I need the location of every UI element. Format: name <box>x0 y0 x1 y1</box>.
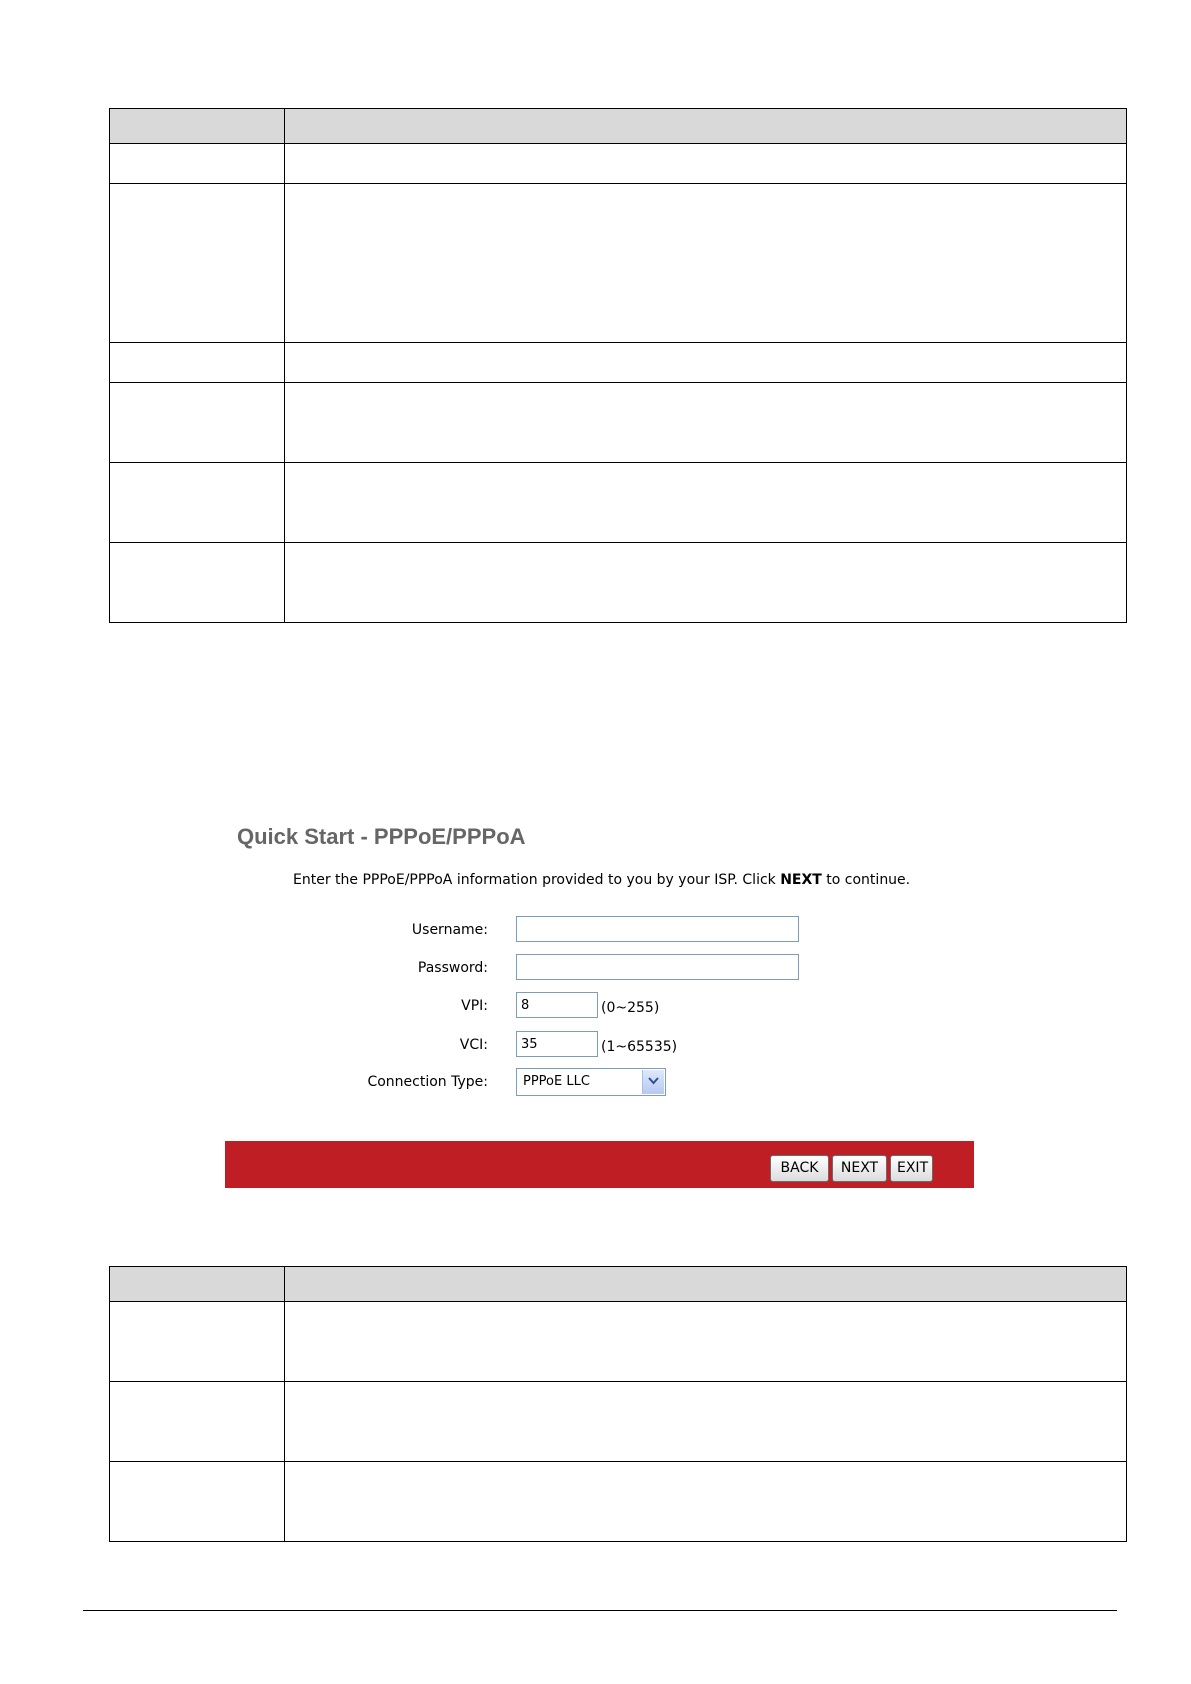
next-button[interactable]: NEXT <box>832 1155 887 1182</box>
table-cell <box>285 1302 1127 1382</box>
username-label: Username: <box>411 922 488 938</box>
table-cell <box>285 463 1127 543</box>
connection-type-value: PPPoE LLC <box>523 1074 590 1089</box>
table-row <box>110 1302 1127 1382</box>
vpi-range-hint: (0~255) <box>601 1000 660 1016</box>
vci-range-hint: (1~65535) <box>601 1039 678 1055</box>
connection-type-select[interactable] <box>516 1068 666 1096</box>
table-header-cell <box>285 109 1127 144</box>
table-row <box>110 463 1127 543</box>
table-cell <box>110 184 285 343</box>
table-header-row <box>110 1267 1127 1302</box>
intro-text-prefix: Enter the PPPoE/PPPoA information provided to you by your ISP. Click <box>293 872 781 888</box>
table-cell <box>110 383 285 463</box>
vci-field[interactable] <box>516 1031 598 1057</box>
vpi-field[interactable] <box>516 992 598 1018</box>
table-cell <box>285 343 1127 383</box>
vpi-row <box>225 992 974 1022</box>
table-cell <box>110 1382 285 1462</box>
table-cell <box>285 543 1127 623</box>
table-row <box>110 1462 1127 1542</box>
table-cell <box>110 144 285 184</box>
table-header-cell <box>285 1267 1127 1302</box>
table-row <box>110 144 1127 184</box>
table-header-cell <box>110 109 285 144</box>
table-header-cell <box>110 1267 285 1302</box>
description-table-bottom <box>109 1266 1127 1542</box>
action-bar <box>225 1141 974 1188</box>
table-cell <box>285 144 1127 184</box>
quick-start-panel <box>225 812 974 1190</box>
username-field[interactable] <box>516 916 799 942</box>
password-row <box>225 954 974 984</box>
password-field[interactable] <box>516 954 799 980</box>
connection-type-row <box>225 1068 974 1098</box>
footer-divider <box>83 1610 1117 1611</box>
intro-text-bold: NEXT <box>780 872 822 888</box>
chevron-down-icon[interactable] <box>642 1070 664 1094</box>
table-cell <box>110 1462 285 1542</box>
table-cell <box>285 1462 1127 1542</box>
description-table-top <box>109 108 1127 623</box>
table-row <box>110 184 1127 343</box>
table-header-row <box>110 109 1127 144</box>
table-cell <box>110 463 285 543</box>
table-cell <box>285 184 1127 343</box>
table-row <box>110 343 1127 383</box>
table-cell <box>110 543 285 623</box>
password-label: Password: <box>417 960 488 976</box>
vci-row <box>225 1031 974 1061</box>
table-cell <box>285 383 1127 463</box>
table-row <box>110 1382 1127 1462</box>
intro-text <box>293 872 910 888</box>
table-cell <box>110 1302 285 1382</box>
back-button[interactable]: BACK <box>770 1155 829 1182</box>
vci-label: VCI: <box>459 1037 488 1053</box>
vpi-label: VPI: <box>461 998 488 1014</box>
exit-button[interactable]: EXIT <box>890 1155 933 1182</box>
table-cell <box>285 1382 1127 1462</box>
page-title: Quick Start - PPPoE/PPPoA <box>237 824 526 849</box>
table-cell <box>110 343 285 383</box>
table-row <box>110 543 1127 623</box>
connection-type-label: Connection Type: <box>367 1074 488 1090</box>
username-row <box>225 916 974 946</box>
intro-text-suffix: to continue. <box>821 872 911 888</box>
table-row <box>110 383 1127 463</box>
